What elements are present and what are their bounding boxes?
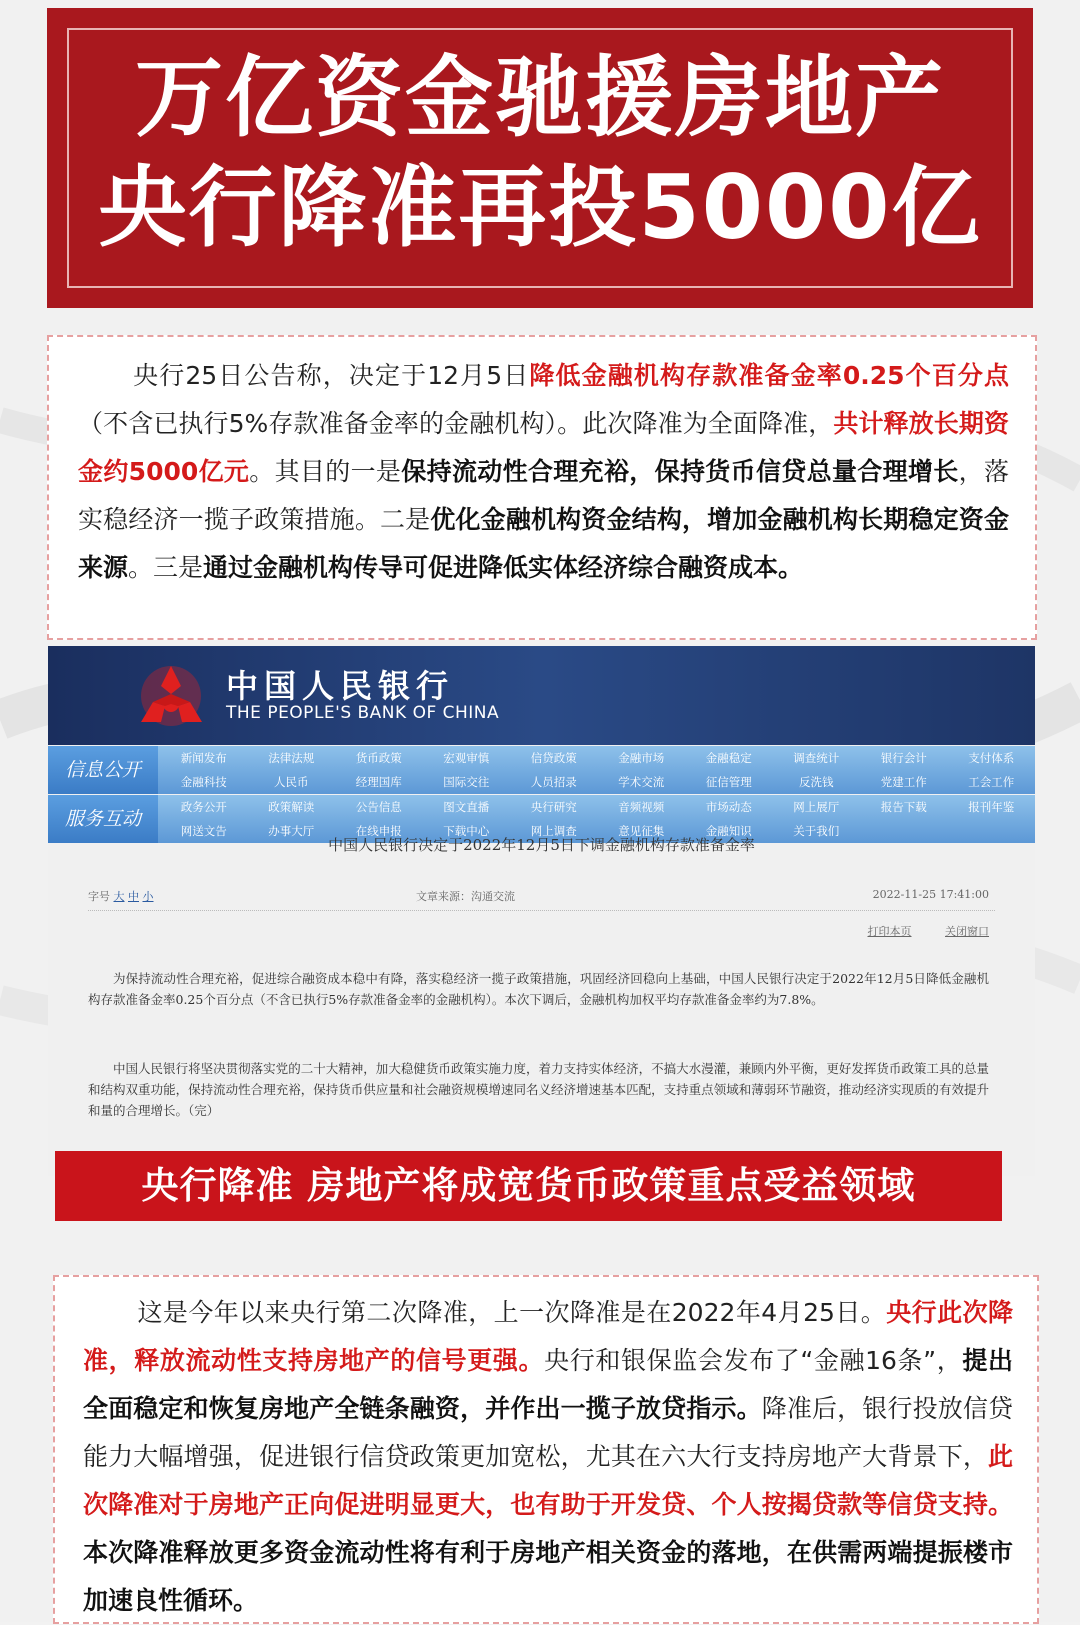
nav-item[interactable]: 人员招录 [530,775,577,789]
nav-item[interactable]: 法律法规 [268,751,315,765]
nav-item[interactable]: 征信管理 [705,775,752,789]
nav-item[interactable]: 信贷政策 [530,751,577,765]
article-meta [88,888,995,908]
nav-item[interactable]: 公告信息 [355,800,402,814]
nav-item[interactable]: 央行研究 [530,800,577,814]
nav-item[interactable]: 网送文告 [180,824,227,838]
analysis-text: 降准后，银行投放信贷能力大幅增强，促进银行信贷政策更加宽松，尤其在六大行支持房地产大背景下， [83,1394,1013,1471]
font-size-medium-link[interactable]: 中 [128,890,139,903]
nav-item[interactable]: 网上调查 [530,824,577,838]
nav-item[interactable]: 党建工作 [880,775,927,789]
nav-item[interactable]: 学术交流 [618,775,665,789]
analysis-paragraph [83,1289,1013,1625]
nav-item[interactable]: 工会工作 [968,775,1015,789]
intro-bold: 优化金融机构资金结构，增加金融机构长期稳定资金来源 [78,505,1009,582]
article-title: 中国人民银行决定于2022年12月5日下调金融机构存款准备金率 [328,836,755,854]
nav-item[interactable]: 办事大厅 [268,824,315,838]
nav-item[interactable]: 下载中心 [443,824,490,838]
intro-text: （不含已执行5%存款准备金率的金融机构）。此次降准为全面降准， [78,409,834,438]
analysis-highlight: 央行此次降准，释放流动性支持房地产的信号更强。 [83,1298,1013,1375]
nav-item[interactable]: 金融知识 [705,824,752,838]
section-title: 央行降准 房地产将成宽货币政策重点受益领域 [141,1164,916,1207]
analysis-text: 这是今年以来央行第二次降准，上一次降准是在2022年4月25日。 [137,1298,887,1327]
section-title-bar [55,1151,1002,1221]
headline-line-1: 万亿资金驰援房地产 [134,46,945,149]
pboc-name-en: THE PEOPLE'S BANK OF CHINA [226,703,500,723]
analysis-bold: 提出全面稳定和恢复房地产全链条融资，并作出一揽子放贷指示。 [83,1346,1013,1423]
font-size-controls [88,888,154,904]
nav-item[interactable]: 银行会计 [880,751,927,765]
headline-frame [67,28,1013,288]
nav-item[interactable]: 人民币 [274,775,309,789]
article-datetime: 2022-11-25 17:41:00 [872,888,989,901]
font-size-large-link[interactable]: 大 [113,890,125,903]
intro-text: 。三是 [128,553,204,582]
nav-item[interactable]: 报刊年鉴 [968,800,1015,814]
nav-item[interactable]: 反洗钱 [799,775,834,789]
nav-item[interactable]: 金融稳定 [705,751,752,765]
intro-paragraph-box [47,335,1037,640]
nav-label-info: 信息公开 [48,746,158,794]
pboc-name-cn: 中国人民银行 [226,667,455,705]
nav-item[interactable]: 支付体系 [968,751,1015,765]
nav-item[interactable]: 政策解读 [268,800,315,814]
nav-item[interactable]: 网上展厅 [793,800,840,814]
analysis-bold: 本次降准释放更多资金流动性将有利于房地产相关资金的落地，在供需两端提振楼市加速良性循环。 [83,1538,1013,1615]
headline-line-2: 央行降准再投5000亿 [98,156,982,259]
nav-label-service: 服务互动 [48,795,158,843]
meta-divider [88,910,995,911]
nav-item[interactable]: 在线申报 [355,824,402,838]
intro-paragraph [78,352,1009,592]
nav-item[interactable]: 货币政策 [355,751,402,765]
nav-item[interactable]: 新闻发布 [180,751,227,765]
headline-banner [47,8,1033,308]
font-size-label: 字号 [88,890,110,903]
article-actions [838,923,990,939]
intro-highlight: 共计释放长期资金约5000亿元 [78,409,1009,486]
font-size-small-link[interactable]: 小 [142,890,154,903]
nav-item[interactable]: 金融科技 [180,775,227,789]
pboc-logo-icon [135,662,208,730]
nav-grid-info [160,746,1035,794]
nav-item[interactable]: 国际交往 [443,775,490,789]
analysis-paragraph-box [53,1275,1039,1624]
nav-item[interactable]: 宏观审慎 [443,751,490,765]
intro-bold: 保持流动性合理充裕，保持货币信贷总量合理增长 [401,457,959,486]
analysis-highlight: 此次降准对于房地产正向促进明显更大，也有助于开发贷、个人按揭贷款等信贷支持。 [83,1442,1013,1519]
nav-item[interactable]: 报告下载 [880,800,927,814]
nav-item[interactable]: 音频视频 [618,800,665,814]
nav-item[interactable]: 政务公开 [180,800,227,814]
intro-highlight: 降低金融机构存款准备金率0.25个百分点 [529,361,1009,390]
intro-bold: 通过金融机构传导可促进降低实体经济综合融资成本。 [203,553,804,582]
nav-item[interactable]: 图文直播 [443,800,490,814]
print-link[interactable]: 打印本页 [867,925,912,938]
close-window-link[interactable]: 关闭窗口 [945,925,989,938]
analysis-text: 央行和银保监会发布了“金融16条”， [544,1346,963,1375]
nav-item[interactable]: 金融市场 [618,751,665,765]
article-source: 文章来源：沟通交流 [416,890,515,903]
article-paragraph-2: 中国人民银行将坚决贯彻落实党的二十大精神，加大稳健货币政策实施力度，着力支持实体经济，不搞大水漫灌，兼顾内外平衡，更好发挥货币政策工具的总量和结构双重功能，保持流动性合理充裕，保持货币供应量和社会融资规模增速同名义经济增速基本匹配，支持重点领域和薄弱环节融资，推动经济实现质的有效提升和量的合理增长。（完） [88,1061,989,1118]
intro-text: 央行25日公告称，决定于12月5日 [132,361,530,390]
pboc-screenshot [48,646,1035,1176]
nav-item[interactable]: 经理国库 [355,775,402,789]
nav-item[interactable]: 意见征集 [618,824,665,838]
intro-text: 。其目的一是 [249,457,402,486]
article-paragraph-1: 为保持流动性合理充裕，促进综合融资成本稳中有降，落实稳经济一揽子政策措施，巩固经济回稳向上基础，中国人民银行决定于2022年12月5日降低金融机构存款准备金率0.25个百分点（不含已执行5%存款准备金率的金融机构）。本次下调后，金融机构加权平均存款准备金率约为7.8%。 [88,971,989,1007]
pboc-header [48,646,1035,745]
nav-item[interactable]: 关于我们 [793,824,840,838]
nav-row-info [48,746,1035,794]
nav-item[interactable]: 调查统计 [793,751,840,765]
nav-item[interactable]: 市场动态 [705,800,752,814]
intro-text: ，落实稳经济一揽子政策措施。二是 [78,457,1009,534]
